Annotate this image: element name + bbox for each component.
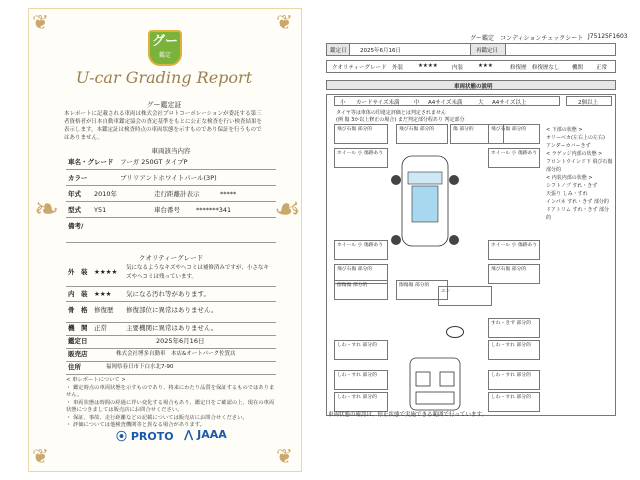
scale-value: 2個以上	[578, 100, 598, 106]
panel-note-box	[334, 392, 388, 412]
panel-note-text: しわ・すれ 部分的	[491, 373, 531, 378]
panel-note-text: すれ・きず 部分的	[491, 321, 531, 326]
panel-note-text: 飛び石傷 部分的	[337, 267, 373, 272]
panel-note-box	[438, 286, 492, 306]
panel-note-text: しわ・すれ 部分的	[491, 395, 531, 400]
row-address: 住所 福岡県春日市下白水北7-90	[66, 361, 276, 375]
sheet-title: グー鑑定 コンディションチェックシート	[470, 35, 584, 42]
panel-note-text: 擦傷傷 部分的	[337, 283, 368, 288]
row-seller: 販売店 株式会社博多自動車 本店&オートパーク佐賀店	[66, 348, 276, 362]
panel-note-text: しわ・すれ 部分的	[337, 395, 377, 400]
grade-int-label: 内装	[452, 65, 464, 71]
condition-title: 車両状態の説明	[454, 84, 493, 90]
jaaa-logo: ⋀ JAAA	[184, 428, 227, 441]
panel-note-box	[488, 264, 540, 284]
grade-ext-value: ★★★★	[418, 63, 438, 69]
panel-note-text: 傷 部分的	[453, 127, 474, 132]
legend-note: タイヤ等は車体の印違定評価とは判定されません	[336, 110, 446, 116]
panel-note-text: エン	[441, 289, 451, 294]
panel-note-box	[334, 370, 388, 390]
grade-ext-label: 外装	[392, 65, 404, 71]
panel-note-text: 飛び石傷 部分的	[337, 127, 373, 132]
row-date: 鑑定日 2025年6月16日	[66, 335, 276, 349]
panel-note-text: ホイール 小 傷跡あり	[337, 151, 384, 156]
legend-example: (例 傷 3か以上修正の場合) まだ判定部分程あり 判定部分	[336, 117, 465, 123]
ornament-icon: ❦	[276, 10, 293, 34]
row-color: カラー ブリリアントホワイトパール(3P)	[66, 172, 276, 186]
ornament-icon: ❦	[32, 444, 49, 468]
row-year: 年式 2010年 走行距離計表示 *****	[66, 188, 276, 202]
panel-note-box	[488, 240, 540, 260]
date-value: 2025年6月16日	[360, 48, 401, 54]
row-remarks: 備考/	[66, 220, 276, 243]
proto-logo: ⦿ PROTO	[116, 430, 174, 443]
condition-notes: < 下部の状態 > オリーベカ(左右上の左右) アンダーカバーきず < ラゲッジ内部の状態 > フロントウインド下 飛び石傷 部分的 < 内装内部の状態 > シフトノブ すれ・きず 天張り しみ・すれ インパネ すれ・きず 部分的 ドアトリム すれ・きず 部分的	[546, 127, 613, 221]
report-subtitle: グー鑑定証	[146, 101, 182, 109]
size-small-desc: カードサイズ未満	[356, 100, 400, 106]
report-intro: 本レポートに記載される車両は株式会社プロトコーポレーションが委託する第三者資格者が日本自動車鑑定協会の査定基準をもとに公正な検査を行い検査結果を表示します。本鑑定証は検査時点の車両状態を示すものであり保証を行うものではありません。	[64, 111, 263, 141]
size-mid-desc: A4サイズ未満	[428, 100, 463, 106]
date-label: 鑑定日	[330, 48, 347, 54]
report-notes: < 車レポートについて > ・ 鑑定時点の車両状態を示すものであり、将来にわたり品質を保証するものではありません。 ・ 車両状態は時間の経過に伴い変化する場合もあり、鑑定日をご確認の上、現在の車両状態につきましては販売店にお問合せください。 ・ 保証、事故、走行距離などの記載については販売店にお問合せください。 ・ 評価については他検査機関等と異なる場合があります。	[66, 377, 275, 428]
ornament-icon: ❦	[32, 10, 49, 34]
panel-note-text: 飛び石傷 部分的	[399, 127, 435, 132]
goo-kantei-badge-icon: グー 鑑定	[148, 30, 182, 66]
panel-note-text: 飛び石傷 部分的	[491, 267, 527, 272]
size-large: 大	[478, 100, 484, 106]
panel-note-text: ホイール 小 傷跡あり	[337, 243, 384, 248]
grade-int-value: ★★★	[478, 63, 493, 69]
sheet-footer: 車両状態の確認は、停止状態で実施できる範囲で行っています。	[328, 412, 488, 418]
grade-mech-label: 機関	[572, 65, 584, 71]
size-small: 小	[340, 100, 346, 106]
car-top-diagram	[380, 140, 470, 260]
panel-note-box	[488, 148, 540, 168]
row-mechanical: 機 関 正常 主要機関に異常はありません。	[66, 322, 276, 336]
panel-note-text: 擦傷傷 部分的	[399, 283, 430, 288]
panel-note-box	[488, 392, 540, 412]
row-model: 型式 Y51 車台番号 *******341	[66, 204, 276, 218]
section-vehicle: 車両該当内容	[151, 147, 191, 155]
grade-repair-label: 修復歴	[510, 65, 527, 71]
panel-note-box	[488, 318, 540, 338]
panel-note-text: しわ・すれ 部分的	[337, 373, 377, 378]
row-frame: 骨 格 修復歴 修復部位に異常はありません。	[66, 304, 276, 323]
panel-note-text: しわ・すれ 部分的	[491, 343, 531, 348]
ornament-icon: ❧	[34, 192, 60, 227]
steering-wheel-icon	[446, 326, 464, 338]
panel-note-box	[334, 280, 388, 300]
grade-mech-value: 正常	[596, 65, 608, 71]
panel-note-text: ホイール 小 傷跡あり	[491, 243, 538, 248]
panel-note-box	[488, 340, 540, 360]
panel-note-box	[488, 370, 540, 390]
recheck-label: 再鑑定日	[476, 48, 499, 54]
panel-note-box	[488, 124, 540, 144]
row-exterior: 外 装 ★★★★ 気になるようなキズやヘコミは補修済みですが、小さなキズやヘコミは残っています。	[66, 264, 276, 287]
panel-note-text: しわ・すれ 部分的	[337, 343, 377, 348]
section-quality: クオリティーグレード	[138, 254, 204, 262]
report-title: U-car Grading Report	[75, 68, 253, 87]
grade-repair-value: 修復歴なし	[532, 65, 560, 71]
panel-note-text: 飛び石傷 部分的	[491, 127, 527, 132]
ornament-icon: ☙	[274, 192, 301, 227]
grade-label: クオリティーグレード	[332, 65, 387, 71]
panel-note-text: ホイール 小 傷跡あり	[491, 151, 538, 156]
sheet-code: J75125F1603	[588, 33, 628, 40]
interior-diagram	[400, 354, 470, 414]
row-name: 車名・グレード フーガ 250GT タイプP	[66, 156, 276, 170]
row-interior: 内 装 ★★★ 気になる汚れ等があります。	[66, 288, 276, 302]
size-large-desc: A4サイズ以上	[492, 100, 527, 106]
ornament-icon: ❦	[276, 444, 293, 468]
panel-note-box	[334, 340, 388, 360]
size-mid: 中	[414, 100, 420, 106]
